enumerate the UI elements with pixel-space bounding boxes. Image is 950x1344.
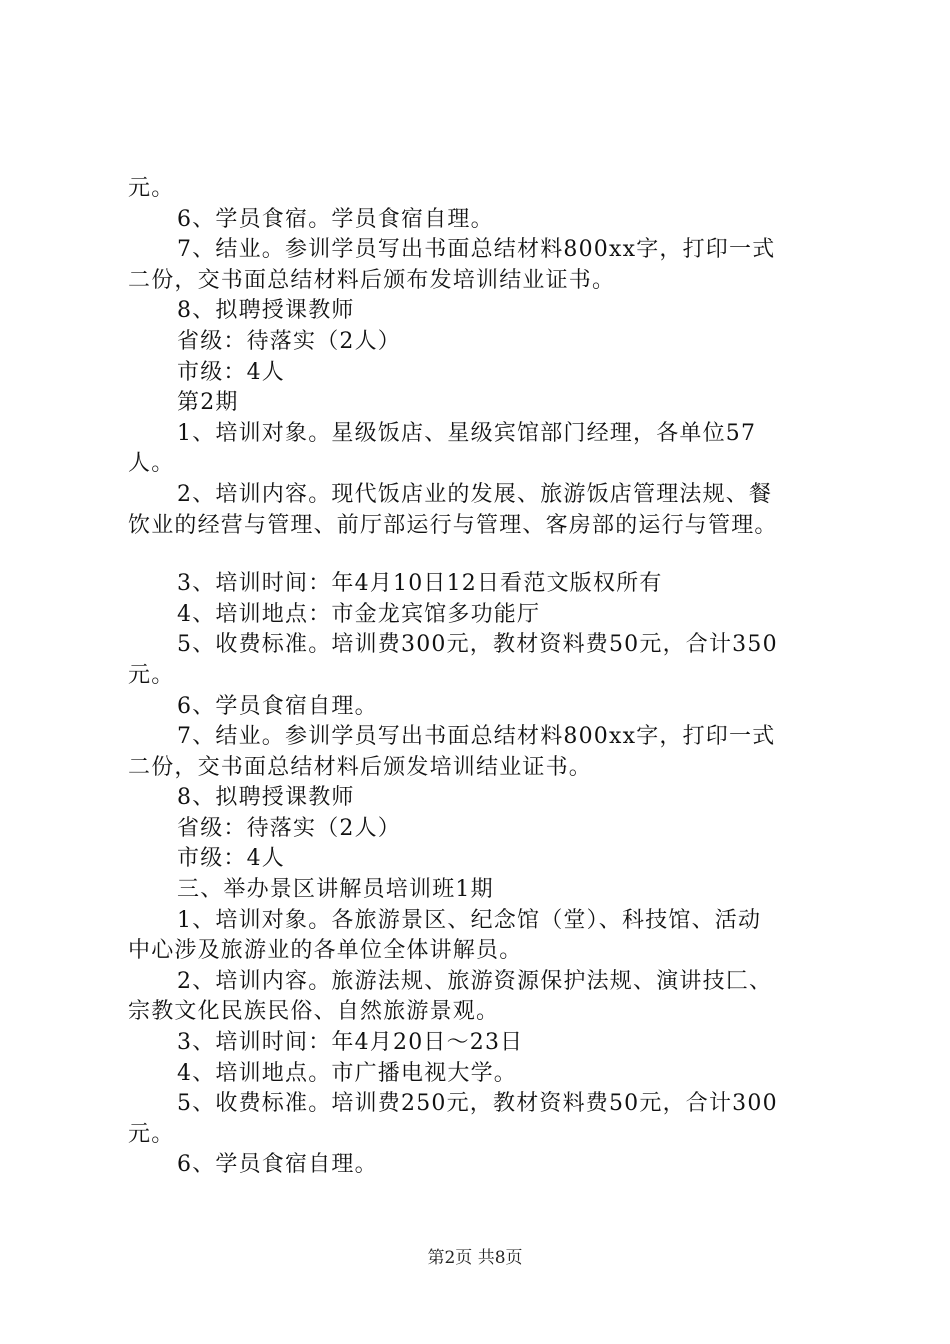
text-line: 二份，交书面总结材料后颁布发培训结业证书。 xyxy=(128,267,616,293)
text-line: 省级：待落实（2人） xyxy=(177,328,401,354)
text-line: 元。 xyxy=(128,176,175,201)
text-line: 4、培训地点。市广播电视大学。 xyxy=(177,1060,517,1086)
text-line: 5、收费标准。培训费250元，教材资料费50元，合计300 xyxy=(177,1091,778,1117)
text-line: 市级：4人 xyxy=(177,359,285,385)
text-line: 7、结业。参训学员写出书面总结材料800xx字，打印一式 xyxy=(177,724,776,750)
document-body xyxy=(128,174,840,1181)
text-line: 2、培训内容。现代饭店业的发展、旅游饭店管理法规、餐 xyxy=(177,481,773,507)
text-line: 3、培训时间：年4月20日～23日 xyxy=(177,1030,524,1056)
text-line: 饮业的经营与管理、前厅部运行与管理、客房部的运行与管理。 xyxy=(128,512,778,538)
text-line: 元。 xyxy=(128,662,175,688)
page-footer: 第2页 共8页 xyxy=(427,1248,523,1268)
text-line: 第2期 xyxy=(177,390,239,416)
text-line: 市级：4人 xyxy=(177,846,285,872)
text-line: 5、收费标准。培训费300元，教材资料费50元，合计350 xyxy=(177,632,778,658)
text-line: 1、培训对象。各旅游景区、纪念馆（堂）、科技馆、活动 xyxy=(177,907,762,933)
text-line: 6、学员食宿自理。 xyxy=(177,1152,378,1178)
paragraph-gap xyxy=(128,541,840,569)
text-line: 6、学员食宿。学员食宿自理。 xyxy=(177,206,494,232)
text-line: 8、拟聘授课教师 xyxy=(177,785,355,811)
text-line: 7、结业。参训学员写出书面总结材料800xx字，打印一式 xyxy=(177,237,776,263)
text-line: 宗教文化民族民俗、自然旅游景观。 xyxy=(128,999,500,1025)
text-line: 3、培训时间：年4月10日12日看范文版权所有 xyxy=(177,571,663,597)
text-line: 2、培训内容。旅游法规、旅游资源保护法规、演讲技匚、 xyxy=(177,968,773,994)
text-line: 4、培训地点：市金龙宾馆多功能厅 xyxy=(177,601,541,627)
text-line: 6、学员食宿自理。 xyxy=(177,693,378,719)
text-line: 省级：待落实（2人） xyxy=(177,815,401,841)
text-line: 三、举办景区讲解员培训班1期 xyxy=(177,877,494,903)
text-line: 人。 xyxy=(128,451,175,477)
text-line: 8、拟聘授课教师 xyxy=(177,298,355,324)
text-line: 元。 xyxy=(128,1121,175,1147)
text-line: 1、培训对象。星级饭店、星级宾馆部门经理，各单位57 xyxy=(177,420,757,446)
text-line: 二份，交书面总结材料后颁发培训结业证书。 xyxy=(128,754,593,780)
text-line: 中心涉及旅游业的各单位全体讲解员。 xyxy=(128,938,523,964)
